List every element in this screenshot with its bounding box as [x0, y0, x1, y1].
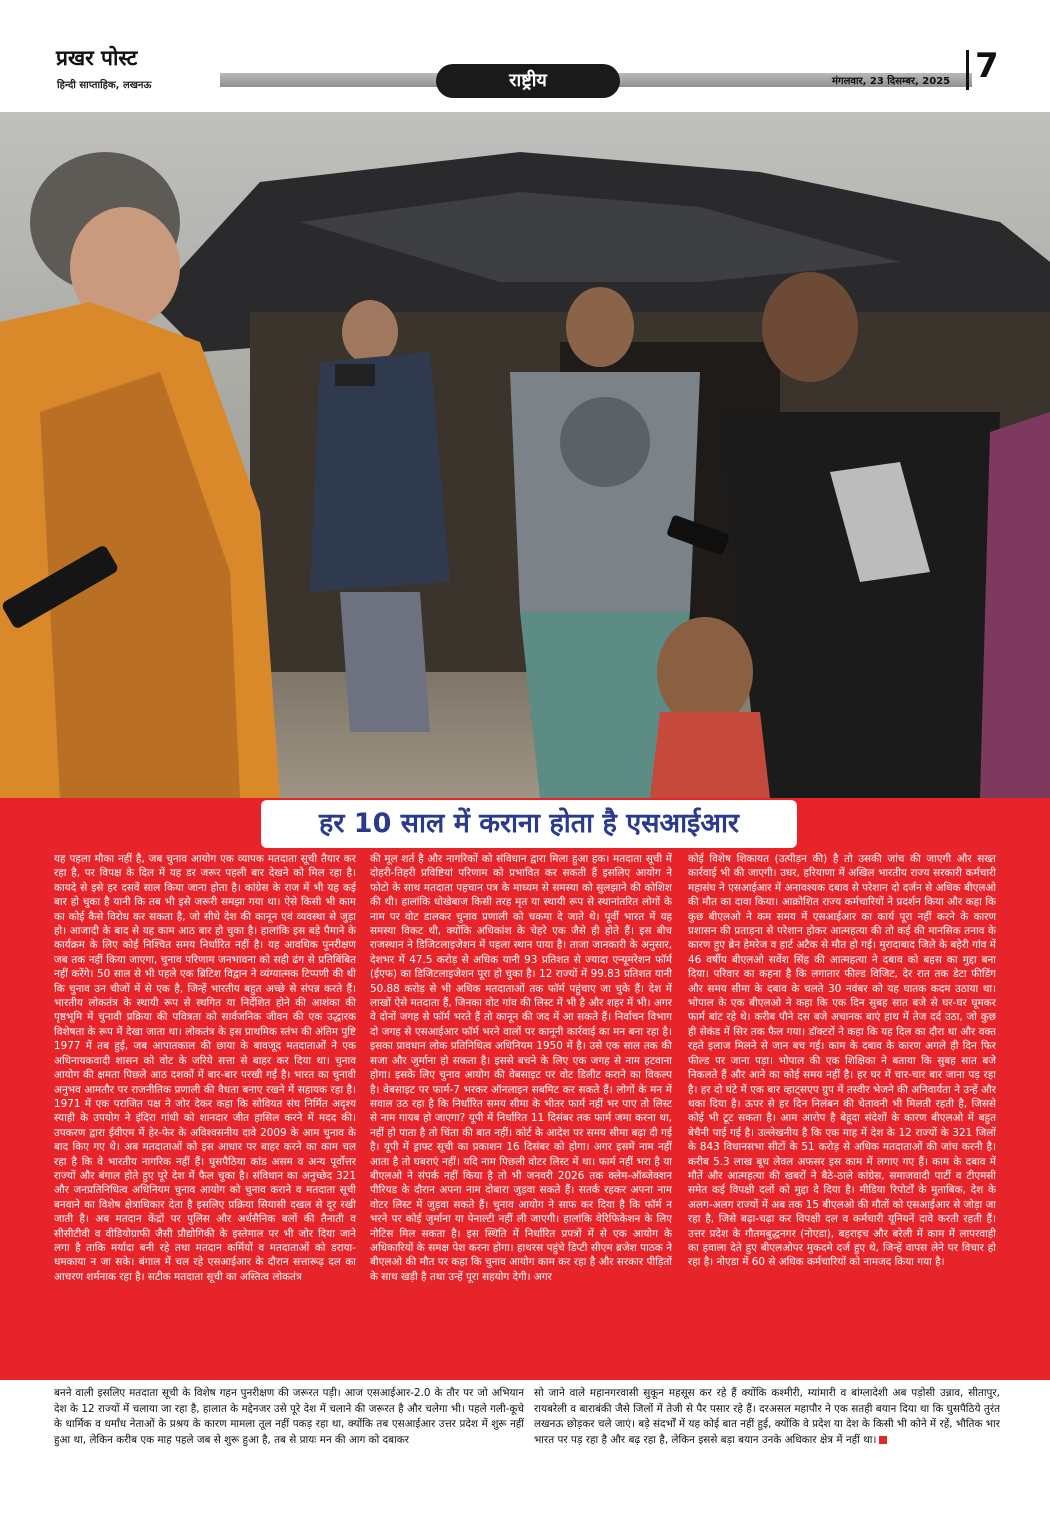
page-number: 7: [975, 46, 999, 86]
article-column-2: की मूल शर्त है और नागरिकों को संविधान द्वारा मिला हुआ हक। मतदाता सूची में दोहरी-तिहरी प्रविष्टियां परिणाम को प्रभावित कर सकती हैं इसलिए आयोग ने फोटो के साथ मतदाता पहचान पत्र के माध्यम से समस्या को सुलझाने की कोशिश की थी। हालांकि धोखेबाज किसी तरह मृत या स्थायी रूप से स्थानांतरित लोगों के नाम पर वोट डालकर चुनाव प्रणाली को चकमा दे जाते थे। पूर्वी भारत में यह समस्या विकट थी, क्योंकि अधिकांश के चेहरे एक जैसे ही होते हैं। इस बीच राजस्थान ने डिजिटलाइजेशन में पहला स्थान पाया है। ताजा जानकारी के अनुसार, देशभर में 47.5 करोड़ से अधिक यानी 93 प्रतिशत से ज्यादा एन्यूमरेशन फॉर्म (ईएफ) का डिजिटलाइजेशन पूरा हो चुका है। 12 राज्यों में 99.83 प्रतिशत यानी 50.88 करोड़ से भी अधिक मतदाताओं तक फॉर्म पहुंचाए जा चुके हैं। देश में लाखों ऐसे मतदाता हैं, जिनका वोट गांव की लिस्ट में भी है और शहर में भी। अगर वे दोनों जगह से फॉर्म भरते हैं तो कानून की जद में आ सकते हैं। निर्वाचन विभाग दो जगह से एसआईआर फॉर्म भरने वालों पर कानूनी कार्रवाई का मन बना रहा है। इसका प्रावधान लोक प्रतिनिधित्व अधिनियम 1950 में है। उसे एक साल तक की सजा और जुर्माना हो सकता है। इससे बचने के लिए एक जगह से नाम हटवाना होगा। इसके लिए चुनाव आयोग की वेबसाइट पर वोट डिलीट कराने का विकल्प है। वेबसाइट पर फार्म-7 भरकर ऑनलाइन सबमिट कर सकते हैं। लोगों के मन में सवाल उठ रहा है कि निर्धारित समय सीमा के भीतर फार्म नहीं भर पाए तो लिस्ट से नाम गायब हो जाएगा? यूपी में निर्धारित 11 दिसंबर तक फार्म जमा करना था, नहीं हो पाता है तो चिंता की बात नहीं। कोर्ट के आदेश पर समय सीमा बढ़ा दी गई है। यूपी में ड्राफ्ट सूची का प्रकाशन 16 दिसंबर को होगा। अगर इसमें नाम नहीं आता है तो घबराएं नहीं। यदि नाम पिछली वोटर लिस्ट में था। फार्म नहीं भरा है या बीएलओ ने संपर्क नहीं किया है तो भी जनवरी 2026 तक क्लेम-ऑब्जेक्शन पीरियड के दौरान अपना नाम दोबारा जुड़वा सकते हैं। सतर्क रहकर अपना नाम वोटर लिस्ट में जुड़वा सकते हैं। चुनाव आयोग ने साफ कर दिया है कि फॉर्म न भरने पर कोई जुर्माना या पेनाल्टी नहीं ली जाएगी। हालांकि वेरिफिकेशन के लिए नोटिस मिल सकता है। इस स्थिति में निर्धारित प्रपत्रों में से एक आयोग के अधिकारियों के समक्ष पेश करना होगा। हाथरस पहुंचे डिप्टी सीएम ब्रजेश पाठक ने बीएलओ की मौत पर कहा कि चुनाव आयोग काम कर रहा है और सरकार पीड़ितों के साथ खड़ी है तथा उन्हें पूरा सहयोग देगी। अगर: [370, 853, 672, 1283]
bottom-column-2: [534, 1386, 1000, 1486]
masthead: [0, 0, 1050, 112]
article-end-marker: [879, 1436, 887, 1444]
bottom-column-1: बनने वाली इसलिए मतदाता सूची के विशेष गहन पुनरीक्षण की जरूरत पड़ी। आज एसआईआर-2.0 के तौर पर जो अभियान देश के 12 राज्यों में चलाया जा रहा है, हालात के मद्देनजर उसे पूरे देश में चलाने की जरूरत है और चलेगा भी। पहले गली-कूचे के धार्मिक व धर्मांध नेताओं के प्रश्रय के कारण मामला तूल नहीं पकड़ रहा था, क्योंकि तब एसआईआर उत्तर प्रदेश में शुरू नहीं हुआ था, लेकिन करीब एक माह पहले जब से शुरू हुआ है, तब से प्रायः मन की आग को दबाकर: [54, 1387, 524, 1446]
page-number-divider: [966, 50, 969, 90]
newspaper-name: प्रखर पोस्ट: [56, 45, 138, 70]
bottom-column-2-text: सो जाने वाले महानगरवासी सुकून महसूस कर रहे हैं क्योंकि कश्मीरी, म्यांमारी व बांग्लादेशी अब पड़ोसी उन्नाव, सीतापुर, रायबरेली व बाराबंकी जैसे जिलों में तेजी से पैर पसार रहे हैं। दरअसल महापौर ने एक सतही बयान दिया था कि घुसपैठिये तुरंत लखनऊ छोड़कर चले जाएं। बड़े संदर्भों में यह कोई बात नहीं हुई, क्योंकि वे प्रदेश या देश के किसी भी कोने में रहें, भौतिक भार भारत पर पड़ रहा है और बढ़ रहा है, लेकिन इससे बड़ा बयान उनके अधिकार क्षेत्र में नहीं था।: [534, 1387, 1000, 1446]
article-headline: हर 10 साल में कराना होता है एसआईआर: [319, 808, 739, 839]
news-photo: [0, 112, 1050, 798]
article-column-1: यह पहला मौका नहीं है, जब चुनाव आयोग एक व्यापक मतदाता सूची तैयार कर रहा है, पर विपक्ष के दिल में यह डर जरूर पहली बार देखने को मिल रहा है। कायदे से इसे हर दसवें साल किया जाना होता है। कांग्रेस के राज में भी यह कई बार हो चुका है यानी कि तब भी इसे जरूरी समझा गया था। ऐसे किसी भी काम का कोई कैसे विरोध कर सकता है, जो सीधे देश की कानून एवं व्यवस्था से जुड़ा हो। आजादी के बाद से यह काम आठ बार हो चुका है। हालांकि इस बड़े पैमाने के कार्यक्रम के लिए कोई निश्चित समय निर्धारित नहीं है। यह आवधिक पुनरीक्षण जब तक नहीं किया जाएगा, चुनाव परिणाम जनभावना को सही ढंग से प्रतिबिंबित नहीं करेंगे। 50 साल से भी पहले एक ब्रिटिश विद्वान ने व्यंग्यात्मक टिप्पणी की थी कि चुनाव उन चीजों में से एक है, जिन्हें भारतीय बहुत अच्छे से संपन्न करते हैं। भारतीय लोकतंत्र के स्थायी रूप से स्थगित या निर्देशित होने की आशंका की पृष्ठभूमि में चुनावी प्रक्रिया की पवित्रता को सार्वजनिक जीवन की एक उद्धारक विशेषता के रूप में देखा जाता था। लोकतंत्र के इस प्राथमिक स्तंभ की अंतिम पुष्टि 1977 में तब हुई, जब आपातकाल की छाया के बावजूद मतदाताओं ने एक अधिनायकवादी शासन को वोट के जरिये सत्ता से बाहर कर दिया था। चुनाव आयोग की क्षमता पिछले आठ दशकों में बार-बार परखी गई है। भारत का चुनावी अनुभव आमतौर पर राजनीतिक प्रणाली की वैधता बनाए रखने में सहायक रहा है। 1971 में एक पराजित पक्ष ने जोर देकर कहा कि सोवियत संघ निर्मित अदृश्य स्याही के उपयोग ने इंदिरा गांधी को शानदार जीत हासिल करने में मदद की। उपकरण द्वारा ईवीएम में हेर-फेर के अविश्वसनीय दावे 2009 के आम चुनाव के बाद किए गए थे। अब मतदाताओं को इस आधार पर बाहर करने का काम चल रहा है कि वे भारतीय नागरिक नहीं हैं। घुसपैठिया कांड असम व अन्य पूर्वोत्तर राज्यों और बंगाल होते हुए पूरे देश में फैल चुका है। संविधान का अनुच्छेद 321 और जनप्रतिनिधित्व अधिनियम चुनाव आयोग को चुनाव कराने व मतदाता सूची बनवाने का विशेष क्षेत्राधिकार देता है इसलिए प्रक्रिया सियासी दखल से दूर रखी जाती है। अब मतदान केंद्रों पर पुलिस और अर्धसैनिक बलों की तैनाती व सीसीटीवी व वीडियोग्राफी जैसी प्रौद्योगिकी के इस्तेमाल पर भी जोर दिया जाने लगा है ताकि मर्यादा बनी रहे तथा मतदान कर्मियों व मतदाताओं को डराया-धमकाया न जा सके। बंगाल में चल रहे एसआईआर के दौरान सत्तारूढ़ दल का आचरण शर्मनाक रहा है। सटीक मतदाता सूची का अस्तित्व लोकतंत्र: [54, 853, 356, 1283]
issue-date: मंगलवार, 23 दिसम्बर, 2025: [832, 76, 951, 87]
newspaper-subtitle: हिन्दी साप्ताहिक, लखनऊ: [57, 80, 152, 91]
article-column-3: कोई विशेष शिकायत (उत्पीड़न की) है तो उसकी जांच की जाएगी और सख्त कार्रवाई भी की जाएगी। उधर, हरियाणा में अखिल भारतीय राज्य सरकारी कर्मचारी महासंघ ने एसआईआर में अनावश्यक दबाव से परेशान दो दर्जन से अधिक बीएलओ की मौत का दावा किया। आक्रोशित राज्य कर्मचारियों ने प्रदर्शन किया और कहा कि कुछ बीएलओ ने कम समय में एसआईआर का कार्य पूरा नहीं करने के कारण प्रशासन की प्रताड़ना से परेशान होकर आत्महत्या की तो कई की मानसिक तनाव के कारण हुए ब्रेन हेमरेज व हार्ट अटैक से मौत हो गई। मुरादाबाद जिले के बहेरी गांव में 46 वर्षीय बीएलओ सर्वेश सिंह की आत्महत्या ने दबाव को बहस का मुद्दा बना दिया। परिवार का कहना है कि लगातार फील्ड विजिट, देर रात तक डेटा फीडिंग और समय सीमा के दबाव के चलते 30 नवंबर को यह घातक कदम उठाया था। भोपाल के एक बीएलओ ने कहा कि एक दिन सुबह सात बजे से घर-घर घूमकर फार्म बांट रहे थे। करीब पौने दस बजे अचानक बाएं हाथ में तेज दर्द उठा, जो कुछ ही सेकंड में सिर तक फैल गया। डॉक्टरों ने कहा कि यह दिल का दौरा था और वक्त रहते इलाज मिलने से जान बच गई। काम के दबाव के कारण अगले ही दिन फिर फील्ड पर जाना पड़ा। भोपाल की एक शिक्षिका ने बताया कि सुबह सात बजे निकलते हैं और आने का कोई समय नहीं है। हर घर में चार-चार बार जाना पड़ रहा है। हर दो घंटे में एक बार व्हाट्सएप ग्रुप में तस्वीर भेजने की अनिवार्यता ने उन्हें और थका दिया है। ऊपर से हर दिन निलंबन की चेतावनी भी मिलती रहती है, जिससे कोई भी टूट सकता है। आम आरोप है बेहूदा संदेशों के कारण बीएलओ में बहुत बेचैनी पाई गई है। उल्लेखनीय है कि एक माह में देश के 12 राज्यों के 321 जिलों के 843 विधानसभा सीटों के 51 करोड़ से अधिक मतदाताओं की जांच करनी है। करीब 5.3 लाख बूथ लेवल अफसर इस काम में लगाए गए हैं। काम के दबाव में मौतें और आत्महत्या की खबरों ने बैठे-ठाले कांग्रेस, समाजवादी पार्टी व टीएमसी समेत कई विपक्षी दलों को मुद्दा दे दिया है। मीडिया रिपोर्टों के मुताबिक, देश के अलग-अलग राज्यों में अब तक 15 बीएलओ की मौतों को एसआईआर से जोड़ा जा रहा है, जिसे बढ़ा-चढ़ा कर विपक्षी दल व कर्मचारी यूनियनें दावे करती रहती हैं। उत्तर प्रदेश के गौतमबुद्धनगर (नोएडा), बहराइच और बरेली में काम में लापरवाही का हवाला देते हुए बीएलओपर मुकदमे दर्ज हुए थे, जिन्हें वापस लेने पर विचार हो रहा है। नोएडा में 60 से अधिक कर्मचारियों को नामजद किया गया है।: [688, 853, 996, 1269]
section-label: राष्ट्रीय: [436, 64, 620, 98]
